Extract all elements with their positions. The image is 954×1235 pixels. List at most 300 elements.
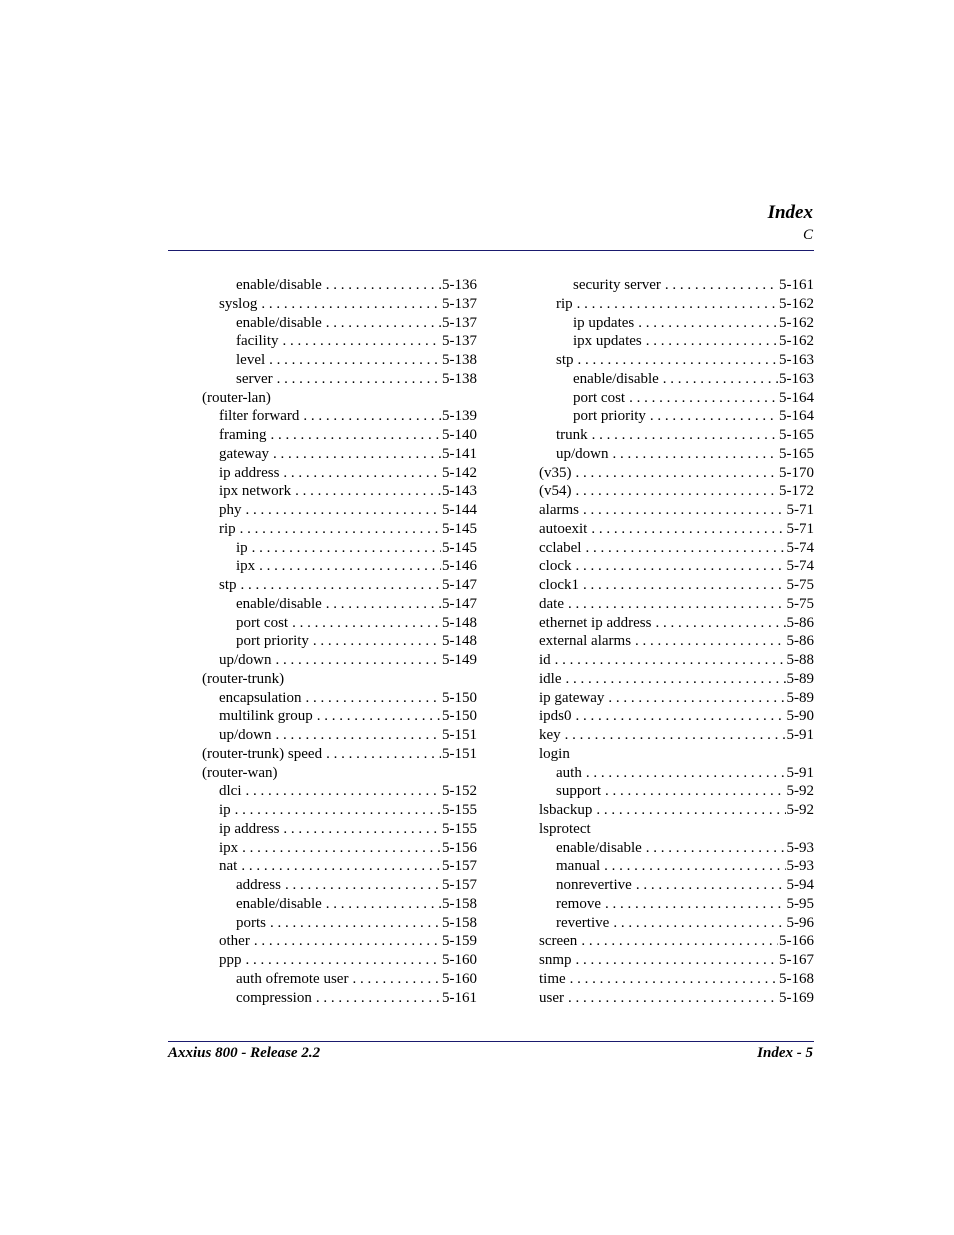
index-entry (168, 707, 477, 726)
index-page-ref: 5-136 (442, 277, 477, 293)
index-entry (168, 876, 477, 895)
index-page-ref: 5-148 (442, 633, 477, 650)
index-term: dlci (219, 783, 242, 800)
index-page-ref: 5-159 (442, 933, 477, 950)
index-page-ref: 5-165 (779, 445, 814, 462)
index-term: ip address (219, 820, 280, 837)
index-term: cclabel (539, 539, 582, 556)
index-page-ref: 5-91 (786, 727, 814, 743)
index-term: enable/disable (556, 839, 642, 856)
index-term: ipx (219, 839, 239, 856)
index-entry (505, 970, 814, 989)
dot-leader (576, 482, 779, 501)
index-term: lsprotect (539, 820, 591, 837)
index-page-ref: 5-86 (786, 614, 814, 631)
dot-leader (241, 576, 441, 595)
index-page-ref: 5-74 (786, 539, 814, 556)
index-entry (168, 332, 477, 351)
index-page-ref: 5-96 (786, 914, 814, 931)
dot-leader (581, 932, 778, 951)
index-page-ref: 5-89 (786, 670, 814, 687)
index-term: ppp (219, 952, 242, 968)
dot-leader (254, 932, 441, 951)
index-entry (505, 989, 814, 1008)
index-term: up/down (219, 727, 272, 743)
index-entry (505, 614, 814, 633)
index-page-ref: 5-91 (786, 764, 814, 781)
dot-leader (583, 501, 786, 520)
dot-leader (276, 651, 442, 670)
index-entry (168, 295, 477, 314)
index-page-ref: 5-151 (442, 727, 477, 743)
index-term: id (539, 652, 551, 668)
index-term: (router-wan) (202, 764, 278, 781)
index-entry (168, 989, 477, 1008)
index-term: enable/disable (236, 595, 322, 612)
dot-leader (586, 764, 786, 783)
index-term: filter forward (219, 408, 300, 425)
index-entry (505, 651, 814, 670)
index-term: ip (219, 802, 231, 818)
dot-leader (326, 745, 441, 764)
index-entry (505, 914, 814, 933)
index-entry (168, 557, 477, 576)
index-entry (168, 914, 477, 933)
index-entry (168, 820, 477, 839)
index-entry (168, 726, 477, 745)
index-page-ref: 5-145 (442, 539, 477, 556)
index-page-ref: 5-144 (442, 502, 477, 518)
index-page-ref: 5-93 (786, 858, 814, 875)
dot-leader (604, 857, 785, 876)
index-entry (505, 557, 814, 576)
dot-leader (635, 632, 785, 651)
index-term: snmp (539, 952, 572, 968)
index-term: encapsulation (219, 689, 302, 706)
index-entry (168, 445, 477, 464)
index-page-ref: 5-86 (786, 633, 814, 650)
index-page-ref: 5-88 (786, 652, 814, 668)
index-entry (505, 370, 814, 389)
index-entry (168, 501, 477, 520)
index-term: revertive (556, 914, 610, 931)
dot-leader (303, 407, 441, 426)
index-entry (505, 314, 814, 333)
index-term: multilink group (219, 708, 313, 725)
index-page-ref: 5-158 (442, 895, 477, 912)
index-term: autoexit (539, 520, 588, 537)
index-entry (168, 670, 477, 689)
index-page-ref: 5-75 (786, 577, 814, 593)
dot-leader (566, 670, 786, 689)
index-entry (168, 595, 477, 614)
dot-leader (576, 951, 778, 970)
index-entry (168, 839, 477, 858)
index-term: external alarms (539, 633, 632, 650)
index-term: key (539, 727, 561, 743)
dot-leader (568, 595, 786, 614)
index-entry (168, 801, 477, 820)
dot-leader (240, 520, 441, 539)
index-term: ipds0 (539, 708, 572, 725)
index-page-ref: 5-143 (442, 483, 477, 500)
dot-leader (555, 651, 786, 670)
dot-leader (596, 801, 785, 820)
index-page-ref: 5-145 (442, 520, 477, 537)
dot-leader (283, 464, 441, 483)
index-entry (505, 632, 814, 651)
index-term: manual (556, 858, 601, 875)
footer-page-number: Index - 5 (757, 1045, 813, 1061)
index-term: auth (556, 764, 582, 781)
index-term: screen (539, 933, 578, 950)
index-term: level (236, 352, 266, 368)
dot-leader (565, 726, 786, 745)
dot-leader (246, 951, 442, 970)
index-term: ip gateway (539, 689, 605, 706)
dot-leader (246, 501, 442, 520)
index-entry (505, 820, 814, 839)
index-term: (v54) (539, 483, 572, 500)
index-page-ref: 5-148 (442, 614, 477, 631)
index-term: alarms (539, 502, 579, 518)
dot-leader (235, 801, 441, 820)
index-term: syslog (219, 295, 258, 312)
index-entry (168, 370, 477, 389)
index-term: user (539, 989, 564, 1006)
index-entry (168, 782, 477, 801)
index-page-ref: 5-157 (442, 877, 477, 893)
index-page-ref: 5-90 (786, 708, 814, 725)
index-entry (168, 407, 477, 426)
index-page-ref: 5-141 (442, 445, 477, 462)
index-column-left (168, 276, 477, 1007)
index-term: server (236, 370, 273, 387)
dot-leader (269, 351, 441, 370)
index-term: ipx updates (573, 333, 642, 350)
index-entry (505, 857, 814, 876)
index-entry (505, 576, 814, 595)
dot-leader (283, 820, 441, 839)
index-entry (168, 389, 477, 408)
index-page-ref: 5-92 (786, 802, 814, 818)
index-entry (168, 764, 477, 783)
dot-leader (326, 276, 441, 295)
index-entry (505, 332, 814, 351)
dot-leader (646, 839, 786, 858)
index-page-ref: 5-165 (779, 427, 814, 443)
index-page-ref: 5-155 (442, 820, 477, 837)
index-term: rip (556, 295, 573, 312)
index-entry (505, 276, 814, 295)
index-term: support (556, 783, 601, 800)
index-term: other (219, 933, 250, 950)
index-page-ref: 5-169 (779, 989, 814, 1006)
index-term: nat (219, 858, 238, 875)
dot-leader (246, 782, 442, 801)
footer-rule (168, 1041, 814, 1042)
dot-leader (655, 614, 785, 633)
index-page-ref: 5-162 (779, 333, 814, 350)
dot-leader (270, 426, 441, 445)
index-page-ref: 5-160 (442, 952, 477, 968)
dot-leader (591, 520, 785, 539)
index-page-ref: 5-156 (442, 839, 477, 856)
dot-leader (646, 332, 778, 351)
index-entry (505, 895, 814, 914)
index-entry (168, 745, 477, 764)
index-page-ref: 5-161 (779, 277, 814, 293)
index-page-ref: 5-161 (442, 989, 477, 1006)
dot-leader (276, 726, 442, 745)
index-term: enable/disable (236, 277, 322, 293)
dot-leader (638, 314, 778, 333)
index-page-ref: 5-71 (786, 520, 814, 537)
dot-leader (326, 314, 441, 333)
dot-leader (313, 632, 441, 651)
index-page-ref: 5-155 (442, 802, 477, 818)
index-term: compression (236, 989, 312, 1006)
index-page-ref: 5-137 (442, 333, 477, 350)
dot-leader (326, 595, 441, 614)
dot-leader (663, 370, 778, 389)
index-term: security server (573, 277, 661, 293)
index-page-ref: 5-137 (442, 295, 477, 312)
dot-leader (605, 782, 786, 801)
dot-leader (585, 539, 785, 558)
index-entry (505, 876, 814, 895)
index-page-ref: 5-71 (786, 502, 814, 518)
index-term: ip address (219, 464, 280, 481)
index-page-ref: 5-151 (442, 745, 477, 762)
index-term: login (539, 745, 570, 762)
index-term: port priority (236, 633, 309, 650)
index-entry (168, 614, 477, 633)
index-page-ref: 5-150 (442, 689, 477, 706)
index-page-ref: 5-158 (442, 914, 477, 931)
index-page-ref: 5-150 (442, 708, 477, 725)
dot-leader (305, 689, 441, 708)
index-term: ports (236, 914, 266, 931)
index-term: nonrevertive (556, 877, 632, 893)
index-entry (505, 951, 814, 970)
index-term: (v35) (539, 464, 572, 481)
index-term: date (539, 595, 564, 612)
index-entry (505, 520, 814, 539)
index-entry (168, 895, 477, 914)
index-term: trunk (556, 427, 588, 443)
index-entry (505, 595, 814, 614)
index-page-ref: 5-74 (786, 558, 814, 575)
index-entry (505, 801, 814, 820)
index-entry (505, 482, 814, 501)
index-entry (505, 426, 814, 445)
dot-leader (608, 689, 785, 708)
index-entry (168, 314, 477, 333)
index-term: ip (236, 539, 248, 556)
dot-leader (575, 557, 785, 576)
index-entry (168, 576, 477, 595)
index-page-ref: 5-138 (442, 352, 477, 368)
dot-leader (241, 857, 441, 876)
index-entry (168, 651, 477, 670)
index-entry (168, 632, 477, 651)
index-page-ref: 5-140 (442, 427, 477, 443)
index-page-ref: 5-137 (442, 314, 477, 331)
dot-leader (270, 914, 441, 933)
index-column-right (505, 276, 814, 1007)
index-entry (168, 857, 477, 876)
index-term: (router-trunk) speed (202, 745, 323, 762)
index-term: port cost (236, 614, 289, 631)
index-entry (168, 932, 477, 951)
dot-leader (352, 970, 441, 989)
index-page-ref: 5-147 (442, 595, 477, 612)
index-entry (505, 764, 814, 783)
index-entry (168, 970, 477, 989)
index-term: phy (219, 502, 242, 518)
index-page-ref: 5-147 (442, 577, 477, 593)
dot-leader (578, 351, 778, 370)
dot-leader (576, 464, 779, 483)
index-entry (505, 745, 814, 764)
index-entry (168, 351, 477, 370)
dot-leader (570, 970, 778, 989)
dot-leader (326, 895, 441, 914)
index-page-ref: 5-162 (779, 314, 814, 331)
index-entry (505, 670, 814, 689)
dot-leader (273, 445, 441, 464)
index-term: facility (236, 333, 279, 350)
index-entry (505, 389, 814, 408)
index-entry (505, 726, 814, 745)
index-entry (505, 689, 814, 708)
index-term: idle (539, 670, 562, 687)
index-term: lsbackup (539, 802, 593, 818)
index-entry (505, 707, 814, 726)
dot-leader (568, 989, 778, 1008)
index-page-ref: 5-75 (786, 595, 814, 612)
dot-leader (613, 914, 785, 933)
index-term: enable/disable (236, 314, 322, 331)
dot-leader (317, 707, 441, 726)
index-entry (168, 520, 477, 539)
dot-leader (636, 876, 786, 895)
dot-leader (282, 332, 441, 351)
index-page-ref: 5-170 (779, 464, 814, 481)
index-entry (505, 407, 814, 426)
index-term: enable/disable (573, 370, 659, 387)
index-page-ref: 5-163 (779, 352, 814, 368)
dot-leader (583, 576, 786, 595)
index-page-ref: 5-172 (779, 483, 814, 500)
index-term: (router-lan) (202, 389, 271, 406)
section-letter: C (802, 227, 813, 243)
index-term: port priority (573, 408, 646, 425)
index-entry (168, 482, 477, 501)
index-term: (router-trunk) (202, 670, 285, 687)
index-term: stp (219, 577, 237, 593)
index-page-ref: 5-146 (442, 558, 477, 575)
index-page-ref: 5-160 (442, 970, 477, 987)
index-entry (505, 539, 814, 558)
index-term: enable/disable (236, 895, 322, 912)
index-page-ref: 5-157 (442, 858, 477, 875)
footer-product: Axxius 800 - Release 2.2 (168, 1045, 321, 1061)
index-page-ref: 5-93 (786, 839, 814, 856)
header-rule (168, 250, 814, 251)
index-term: address (236, 877, 281, 893)
index-term: clock1 (539, 577, 579, 593)
dot-leader (292, 614, 441, 633)
dot-leader (592, 426, 778, 445)
index-page-ref: 5-164 (779, 389, 814, 406)
dot-leader (629, 389, 778, 408)
index-entry (168, 539, 477, 558)
dot-leader (577, 295, 778, 314)
dot-leader (613, 445, 779, 464)
index-page-ref: 5-142 (442, 464, 477, 481)
index-term: time (539, 970, 566, 987)
index-term: port cost (573, 389, 626, 406)
index-entry (505, 839, 814, 858)
index-page-ref: 5-139 (442, 408, 477, 425)
index-page-ref: 5-166 (779, 933, 814, 950)
index-page-ref: 5-167 (779, 952, 814, 968)
index-entry (168, 426, 477, 445)
index-entry (505, 351, 814, 370)
index-entry (168, 951, 477, 970)
page-title: Index (767, 202, 813, 223)
index-page-ref: 5-95 (786, 895, 814, 912)
index-entry (505, 932, 814, 951)
index-page-ref: 5-164 (779, 408, 814, 425)
index-page-ref: 5-92 (786, 783, 814, 800)
dot-leader (277, 370, 441, 389)
dot-leader (242, 839, 441, 858)
index-page-ref: 5-138 (442, 370, 477, 387)
index-term: ipx network (219, 483, 292, 500)
index-term: gateway (219, 445, 269, 462)
index-term: ethernet ip address (539, 614, 652, 631)
dot-leader (576, 707, 786, 726)
dot-leader (316, 989, 441, 1008)
dot-leader (285, 876, 441, 895)
index-page-ref: 5-94 (786, 877, 814, 893)
dot-leader (295, 482, 441, 501)
index-entry (168, 464, 477, 483)
index-term: stp (556, 352, 574, 368)
index-term: up/down (556, 445, 609, 462)
index-page-ref: 5-89 (786, 689, 814, 706)
index-term: remove (556, 895, 601, 912)
index-entry (505, 445, 814, 464)
index-entry (168, 689, 477, 708)
index-page-ref: 5-163 (779, 370, 814, 387)
dot-leader (650, 407, 778, 426)
index-entry (168, 276, 477, 295)
index-term: clock (539, 558, 572, 575)
dot-leader (259, 557, 441, 576)
index-page-ref: 5-168 (779, 970, 814, 987)
index-page-ref: 5-152 (442, 783, 477, 800)
index-page-ref: 5-149 (442, 652, 477, 668)
index-term: up/down (219, 652, 272, 668)
index-page-ref: 5-162 (779, 295, 814, 312)
index-term: auth ofremote user (236, 970, 349, 987)
index-entry (505, 782, 814, 801)
index-term: rip (219, 520, 236, 537)
